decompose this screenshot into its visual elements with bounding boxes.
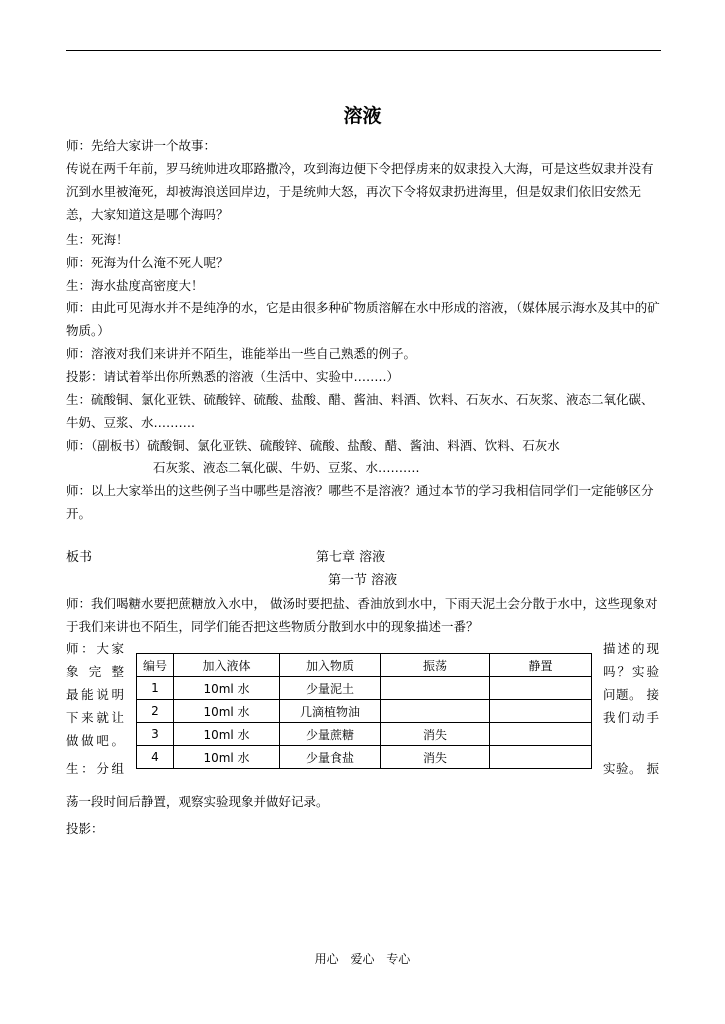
left-wrap-line-6: 生：分组 <box>66 761 124 776</box>
paragraph-11: 石灰浆、液态二氧化碳、牛奶、豆浆、水………. <box>153 460 420 475</box>
header-rule <box>66 50 661 51</box>
table-header-cell: 编号 <box>137 654 174 677</box>
table-cell: 2 <box>137 700 174 723</box>
table-cell: 1 <box>137 677 174 700</box>
table-row <box>137 677 592 700</box>
page-footer: 用心 爱心 专心 <box>314 952 411 966</box>
paragraph-4: 师：死海为什么淹不死人呢？ <box>66 255 229 270</box>
table-cell: 10ml 水 <box>174 746 280 769</box>
table-row <box>137 700 592 723</box>
page-title: 溶液 <box>343 105 382 127</box>
table-row <box>137 723 592 746</box>
table-cell: 几滴植物油 <box>280 700 381 723</box>
paragraph-8: 投影：请试着举出你所熟悉的溶液（生活中、实验中……..） <box>66 369 399 384</box>
board-label: 板书 <box>66 550 93 565</box>
table-cell: 少量食盐 <box>280 746 381 769</box>
table-cell <box>490 723 592 746</box>
right-wrap-line-3: 问题。 接 <box>603 687 659 702</box>
table-cell: 3 <box>137 723 174 746</box>
table-cell <box>381 700 490 723</box>
table-cell: 4 <box>137 746 174 769</box>
after-table-paragraph: 荡一段时间后静置，观察实验现象并做好记录。 <box>66 794 329 809</box>
table-cell: 消失 <box>381 746 490 769</box>
paragraph-6: 师：由此可见海水并不是纯净的水，它是由很多种矿物质溶解在水中形成的溶液，（媒体展示海水及其中的矿物质。） <box>66 300 660 338</box>
chapter-heading: 第七章 溶液 <box>316 550 386 565</box>
table-cell: 10ml 水 <box>174 677 280 700</box>
table-cell <box>490 746 592 769</box>
intro-paragraph: 师：我们喝糖水要把蔗糖放入水中， 做汤时要把盐、香油放到水中，下雨天泥土会分散于水中，这些现象对于我们来讲也不陌生，同学们能否把这些物质分散到水中的现象描述一番？ <box>66 596 658 634</box>
left-wrap-line-3: 最能说明 <box>66 687 124 702</box>
table-cell <box>381 677 490 700</box>
table-cell: 消失 <box>381 723 490 746</box>
experiment-table <box>136 653 592 769</box>
table-header-cell: 加入物质 <box>280 654 381 677</box>
paragraph-1: 师：先给大家讲一个故事： <box>66 138 217 153</box>
table-cell: 10ml 水 <box>174 723 280 746</box>
table-cell: 10ml 水 <box>174 700 280 723</box>
paragraph-3: 生：死海！ <box>66 232 129 247</box>
table-header-cell: 静置 <box>490 654 592 677</box>
paragraph-12: 师：以上大家举出的这些例子当中哪些是溶液？哪些不是溶液？通过本节的学习我相信同学们一定能够区分开。 <box>66 483 654 521</box>
paragraph-7: 师：溶液对我们来讲并不陌生，谁能举出一些自己熟悉的例子。 <box>66 346 417 361</box>
right-wrap-line-1: 描述的现 <box>603 641 659 656</box>
table-cell: 少量蔗糖 <box>280 723 381 746</box>
table-cell: 少量泥土 <box>280 677 381 700</box>
right-wrap-line-2: 吗？实验 <box>603 664 659 679</box>
projection-label: 投影： <box>66 821 104 836</box>
table-cell <box>490 700 592 723</box>
paragraph-2: 传说在两千年前，罗马统帅进攻耶路撒冷，攻到海边便下令把俘虏来的奴隶投入大海，可是这些奴隶并没有沉到水里被淹死，却被海浪送回岸边，于是统帅大怒，再次下令将奴隶扔进海里，但是奴隶们依旧安然无恙，大家知道这是哪个海吗？ <box>66 161 654 222</box>
left-wrap-line-5: 做做吧。 <box>66 733 124 748</box>
table-header-cell: 振荡 <box>381 654 490 677</box>
table-header-row <box>137 654 592 677</box>
table-cell <box>490 677 592 700</box>
left-wrap-line-2: 象 完 整 <box>66 664 124 679</box>
right-wrap-line-4: 我们动手 <box>603 710 659 725</box>
paragraph-10: 师：（副板书）硫酸铜、氯化亚铁、硫酸锌、硫酸、盐酸、醋、酱油、料酒、饮料、石灰水 <box>66 438 560 453</box>
paragraph-5: 生：海水盐度高密度大！ <box>66 278 204 293</box>
left-wrap-line-4: 下来就让 <box>66 710 124 725</box>
table-header-cell: 加入液体 <box>174 654 280 677</box>
section-heading: 第一节 溶液 <box>328 573 398 588</box>
table-row <box>137 746 592 769</box>
right-wrap-line-5: 实验。 振 <box>603 761 659 776</box>
left-wrap-line-1: 师：大家 <box>66 641 124 656</box>
paragraph-9: 生：硫酸铜、氯化亚铁、硫酸锌、硫酸、盐酸、醋、酱油、料酒、饮料、石灰水、石灰浆、液态二氧化碳、牛奶、豆浆、水………. <box>66 392 654 430</box>
